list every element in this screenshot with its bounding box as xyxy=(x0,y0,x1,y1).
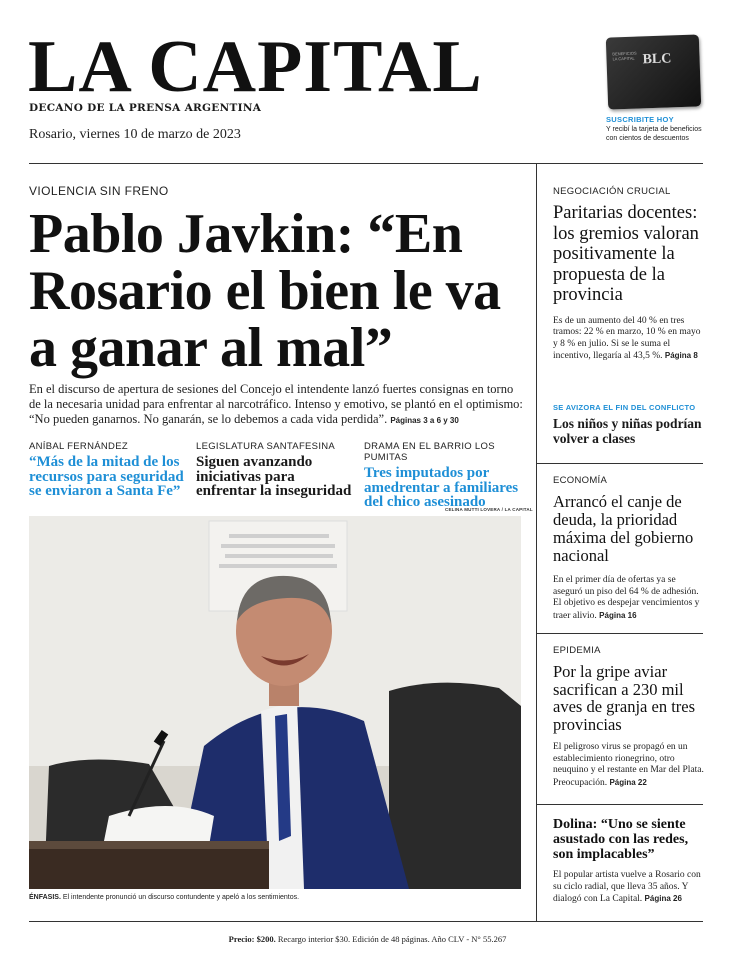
sidebar-kicker: NEGOCIACIÓN CRUCIAL xyxy=(553,186,671,197)
sidebar-story-paritarias[interactable] xyxy=(553,186,705,363)
sidebar-rule xyxy=(537,633,703,634)
sub-story-kicker: DRAMA EN EL BARRIO LOS PUMITAS xyxy=(364,441,495,463)
subscribe-text: Y recibí la tarjeta de beneficios con cientos de descuentos xyxy=(606,126,702,142)
sidebar-body-text: Es de un aumento del 40 % en tres tramos: 22 % en marzo, 10 % en mayo y 8 % en julio. Si se le suma el incentivo, llegaría al 43,5 %. xyxy=(553,315,701,361)
footer-price-line xyxy=(0,934,735,944)
main-lead-text: En el discurso de apertura de sesiones del Concejo el intendente lanzó fuertes consignas en torno de la necesaria unidad para enfrentar al narcotráfico. Intenso y emotivo, se plantó en el optimismo: “No pueden ganarnos. No ganarán, se lo debemos a cada vida perdida”. xyxy=(29,382,523,426)
sidebar-headline: Los niños y niñas podrían volver a clases xyxy=(553,416,702,446)
sub-story-3[interactable] xyxy=(364,441,524,510)
sub-story-2[interactable] xyxy=(196,441,358,499)
sidebar-kicker: ECONOMÍA xyxy=(553,475,608,486)
sidebar-body-text: El peligroso virus se propagó en un establecimiento rionegrino, otro neuquino y el restante en Mar del Plata. Preocupación. xyxy=(553,742,704,788)
sub-story-kicker: LEGISLATURA SANTAFESINA xyxy=(196,441,336,452)
sidebar-headline: Arrancó el canje de deuda, la prioridad máxima del gobierno nacional xyxy=(553,492,694,565)
main-photo[interactable] xyxy=(29,516,521,889)
sidebar-headline: Paritarias docentes: los gremios valoran positivamente la propuesta de la provincia xyxy=(553,203,699,305)
sidebar-body xyxy=(553,870,705,906)
sidebar-story-economia[interactable] xyxy=(553,475,705,622)
card-brand: BLC xyxy=(642,51,672,68)
photo-credit: CELINA MUTTI LOVERA / LA CAPITAL xyxy=(445,507,533,512)
speaker-illustration xyxy=(29,516,521,889)
footer-rule xyxy=(29,921,703,922)
benefits-card-image[interactable] xyxy=(606,34,701,109)
sidebar-body xyxy=(553,742,705,789)
sidebar-page: Página 16 xyxy=(599,610,637,620)
masthead-capital: CAPITAL xyxy=(148,26,483,108)
header-rule xyxy=(29,163,703,164)
card-text: BENEFICIOS LA CAPITAL xyxy=(612,50,637,62)
footer-details: Recargo interior $30. Edición de 48 páginas. Año CLV - N° 55.267 xyxy=(277,934,507,944)
sidebar-rule xyxy=(537,463,703,464)
column-divider xyxy=(536,163,537,921)
sidebar-body xyxy=(553,316,705,363)
sidebar-story-clases[interactable] xyxy=(553,403,705,446)
sidebar-rule xyxy=(537,804,703,805)
sub-story-headline: Tres imputados por amedrentar a familiares del chico asesinado xyxy=(364,465,519,510)
sidebar-page: Página 22 xyxy=(609,777,647,787)
subscribe-title[interactable]: SUSCRIBITE HOY xyxy=(606,115,674,124)
masthead-la: LA xyxy=(28,26,129,108)
sidebar-kicker: SE AVIZORA EL FIN DEL CONFLICTO xyxy=(553,403,696,412)
main-headline[interactable]: Pablo Javkin: “En Rosario el bien le va a ganar al mal” xyxy=(29,203,501,379)
sidebar-headline: Dolina: “Uno se siente asustado con las redes, son implacables” xyxy=(553,817,689,862)
sub-story-1[interactable] xyxy=(29,441,189,499)
sidebar-body xyxy=(553,575,705,622)
sidebar-body-text: El popular artista vuelve a Rosario con su ciclo radial, que lleva 35 años. Y dialogó con La Capital. xyxy=(553,870,701,904)
sidebar-body-text: En el primer día de ofertas ya se aseguró un piso del 64 % de adhesión. El objetivo es despejar vencimientos y traer alivio. xyxy=(553,575,700,621)
sidebar-page: Página 26 xyxy=(644,894,682,903)
sidebar-headline: Por la gripe aviar sacrifican a 230 mil aves de granja en tres provincias xyxy=(553,662,696,734)
photo-caption xyxy=(29,894,524,901)
sidebar-story-dolina[interactable] xyxy=(553,817,705,906)
caption-label: ÉNFASIS. xyxy=(29,894,61,901)
sidebar-story-epidemia[interactable] xyxy=(553,645,705,789)
sub-story-headline: “Más de la mitad de los recursos para seguridad se enviaron a Santa Fe” xyxy=(29,454,184,499)
main-lead xyxy=(29,382,524,428)
dateline: Rosario, viernes 10 de marzo de 2023 xyxy=(29,127,241,142)
caption-text: El intendente pronunció un discurso contundente y apeló a los sentimientos. xyxy=(62,894,300,901)
sub-story-kicker: ANÍBAL FERNÁNDEZ xyxy=(29,441,128,452)
masthead-logo[interactable] xyxy=(28,28,518,106)
footer-price: Precio: $200. xyxy=(228,934,276,944)
sidebar-page: Página 8 xyxy=(664,351,698,360)
tagline: DECANO DE LA PRENSA ARGENTINA xyxy=(29,102,262,114)
sub-story-headline: Siguen avanzando iniciativas para enfrentar la inseguridad xyxy=(196,454,352,499)
main-kicker: VIOLENCIA SIN FRENO xyxy=(29,184,169,198)
sidebar-kicker: EPIDEMIA xyxy=(553,645,601,656)
main-lead-pages[interactable]: Páginas 3 a 6 y 30 xyxy=(390,416,459,425)
